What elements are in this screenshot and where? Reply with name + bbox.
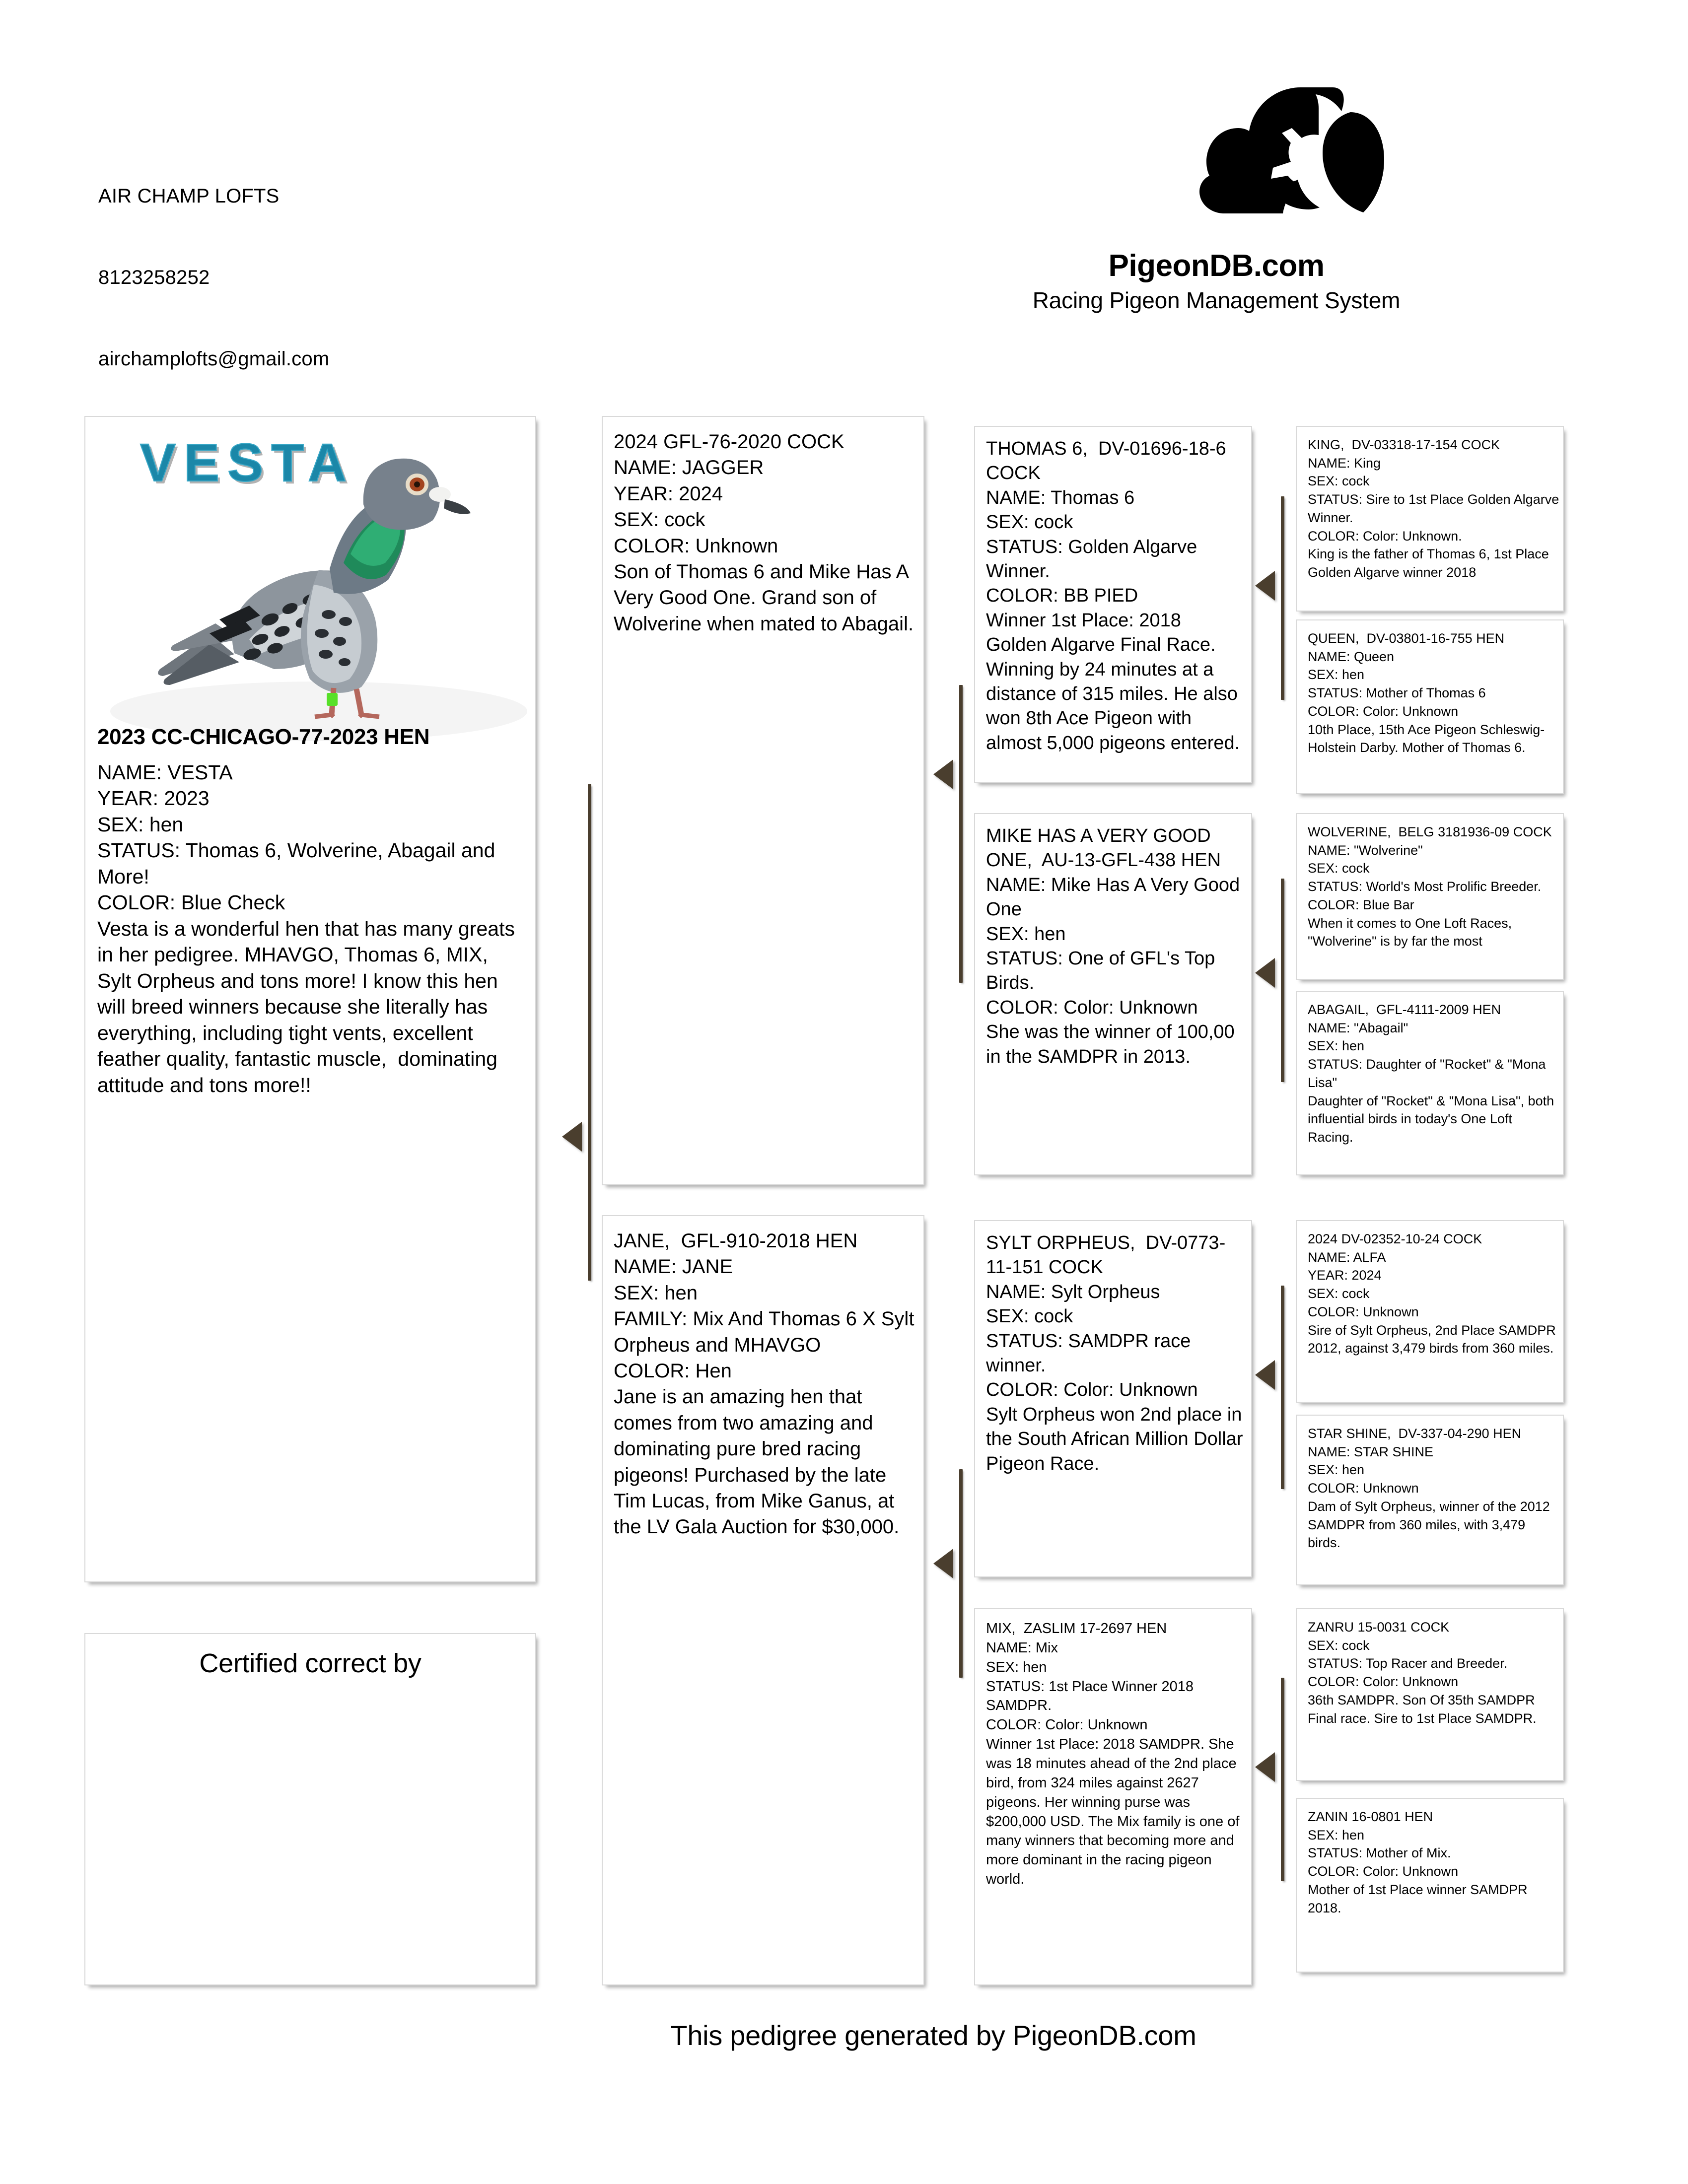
connector-stem-mike <box>1281 879 1284 1082</box>
gen2-dams-dam-card[interactable] <box>974 1608 1252 1985</box>
gen3-alfa-details: 2024 DV-02352-10-24 COCK NAME: ALFA YEAR: 2024 SEX: cock COLOR: Unknown Sire of Sylt Orpheus, 2nd Place SAMDPR 2012, against 3,479 birds from 360 miles. <box>1308 1231 1556 1356</box>
loft-phone: 8123258252 <box>98 266 210 288</box>
loft-contact-block <box>98 128 329 427</box>
subject-bird-card[interactable] <box>84 416 536 1582</box>
connector-stem-subject <box>588 784 591 1281</box>
gen3-abagail-details: ABAGAIL, GFL-4111-2009 HEN NAME: "Abagail" SEX: hen STATUS: Daughter of "Rocket" & "Mona Lisa" Daughter of "Rocket" & "Mona Lisa", both influential birds in today's One Loft Racing. <box>1308 1002 1554 1145</box>
gen3-queen-details: QUEEN, DV-03801-16-755 HEN NAME: Queen SEX: hen STATUS: Mother of Thomas 6 COLOR: Color: Unknown 10th Place, 15th Ace Pigeon Schleswig-Holstein Darby. Mother of Thomas 6. <box>1308 631 1545 755</box>
connector-arrow-gen1-dam <box>933 1549 953 1578</box>
connector-arrow-subject <box>562 1122 582 1152</box>
gen2-dams-dam-details: MIX, ZASLIM 17-2697 HEN NAME: Mix SEX: hen STATUS: 1st Place Winner 2018 SAMDPR. COLOR: Color: Unknown Winner 1st Place: 2018 SAMDPR. She was 18 minutes ahead of the 2nd place bird, from 324 miles against 2627 pigeons. Her winning purse was $200,000 USD. The Mix family is one of many winners that becoming more and more dominant in the racing pigeon world. <box>986 1621 1240 1888</box>
gen1-dam-card[interactable] <box>602 1215 924 1985</box>
gen3-wolverine-card[interactable] <box>1296 813 1564 980</box>
connector-stem-gen1-sire <box>959 685 963 983</box>
gen3-king-card[interactable] <box>1296 426 1564 612</box>
gen3-alfa-card[interactable] <box>1296 1220 1564 1403</box>
gen3-star-shine-details: STAR SHINE, DV-337-04-290 HEN NAME: STAR SHINE SEX: hen COLOR: Unknown Dam of Sylt Orpheus, winner of the 2012 SAMDPR from 360 miles, with 3,479 birds. <box>1308 1426 1550 1551</box>
gen2-dams-sire-details: SYLT ORPHEUS, DV-0773-11-151 COCK NAME: Sylt Orpheus SEX: cock STATUS: SAMDPR race winner. COLOR: Color: Unknown Sylt Orpheus won 2nd place in the South African Million Dollar Pigeon Race. <box>986 1232 1243 1474</box>
gen3-zanin-details: ZANIN 16-0801 HEN SEX: hen STATUS: Mother of Mix. COLOR: Color: Unknown Mother of 1st Place winner SAMDPR 2018. <box>1308 1809 1528 1915</box>
gen1-sire-details: 2024 GFL-76-2020 COCK NAME: JAGGER YEAR: 2024 SEX: cock COLOR: Unknown Son of Thomas 6 and Mike Has A Very Good One. Grand son of Wolverine when mated to Abagail. <box>614 431 914 635</box>
gen2-sires-dam-details: MIKE HAS A VERY GOOD ONE, AU-13-GFL-438 HEN NAME: Mike Has A Very Good One SEX: hen STATUS: One of GFL's Top Birds. COLOR: Color: Unknown She was the winner of 100,00 in the SAMDPR in 2013. <box>986 825 1240 1067</box>
connector-stem-sylt <box>1281 1286 1284 1489</box>
connector-arrow-thomas6 <box>1255 571 1275 601</box>
connector-arrow-mix <box>1255 1752 1275 1782</box>
connector-stem-gen1-dam <box>959 1469 963 1678</box>
pigeon-silhouette-logo-icon <box>1152 84 1430 243</box>
gen3-abagail-card[interactable] <box>1296 991 1564 1175</box>
logo-title: PigeonDB.com <box>1108 249 1325 283</box>
gen3-star-shine-card[interactable] <box>1296 1415 1564 1585</box>
subject-details: NAME: VESTA YEAR: 2023 SEX: hen STATUS: Thomas 6, Wolverine, Abagail and More! COLOR: Blue Check Vesta is a wonderful hen that has many greats in her pedigree. MHAVGO, Thomas 6, MIX, Sylt Orpheus and tons more! I know this hen will breed winners because she literally has everything, including tight vents, excellent feather quality, fantastic muscle, dominating attitude and tons more!! <box>97 761 515 1096</box>
footer-text: This pedigree generated by PigeonDB.com <box>670 2020 1196 2051</box>
connector-arrow-sylt <box>1255 1360 1275 1390</box>
subject-name-banner: VESTA <box>140 432 355 492</box>
gen1-dam-details: JANE, GFL-910-2018 HEN NAME: JANE SEX: hen FAMILY: Mix And Thomas 6 X Sylt Orpheus and MHAVGO COLOR: Hen Jane is an amazing hen that comes from two amazing and dominating pure bred racing pigeons! Purchased by the late Tim Lucas, from Mike Ganus, at the LV Gala Auction for $30,000. <box>614 1230 914 1538</box>
gen2-sires-sire-card[interactable] <box>974 426 1252 783</box>
gen2-sires-dam-card[interactable] <box>974 813 1252 1175</box>
gen3-wolverine-details: WOLVERINE, BELG 3181936-09 COCK NAME: "Wolverine" SEX: cock STATUS: World's Most Prolific Breeder. COLOR: Blue Bar When it comes to One Loft Races, "Wolverine" is by far the most <box>1308 824 1552 949</box>
gen3-queen-card[interactable] <box>1296 619 1564 794</box>
connector-arrow-gen1-sire <box>933 759 953 789</box>
certified-label: Certified correct by <box>199 1648 422 1678</box>
gen3-king-details: KING, DV-03318-17-154 COCK NAME: King SEX: cock STATUS: Sire to 1st Place Golden Algarve Winner. COLOR: Color: Unknown. King is the father of Thomas 6, 1st Place Golden Algarve winner 2018 <box>1308 437 1559 580</box>
loft-name: AIR CHAMP LOFTS <box>98 185 280 207</box>
connector-stem-thomas6 <box>1281 496 1284 700</box>
gen1-sire-card[interactable] <box>602 416 924 1185</box>
connector-stem-mix <box>1281 1678 1284 1881</box>
loft-email: airchamplofts@gmail.com <box>98 348 330 370</box>
gen2-dams-sire-card[interactable] <box>974 1220 1252 1577</box>
gen3-zanin-card[interactable] <box>1296 1798 1564 1973</box>
pigeondb-logo-block <box>943 84 1564 362</box>
certified-correct-by-box[interactable] <box>84 1633 536 1985</box>
connector-arrow-mike <box>1255 958 1275 988</box>
gen3-zanru-details: ZANRU 15-0031 COCK SEX: cock STATUS: Top Racer and Breeder. COLOR: Color: Unknown 36th SAMDPR. Son Of 35th SAMDPR Final race. Sire to 1st Place SAMDPR. <box>1308 1620 1537 1726</box>
gen2-sires-sire-details: THOMAS 6, DV-01696-18-6 COCK NAME: Thomas 6 SEX: cock STATUS: Golden Algarve Winner. COLOR: BB PIED Winner 1st Place: 2018 Golden Algarve Final Race. Winning by 24 minutes at a distance of 315 miles. He also won 8th Ace Pigeon with almost 5,000 pigeons entered. <box>986 438 1240 753</box>
logo-subtitle: Racing Pigeon Management System <box>1032 287 1401 313</box>
gen3-zanru-card[interactable] <box>1296 1608 1564 1781</box>
subject-ring-title: 2023 CC-CHICAGO-77-2023 HEN <box>97 725 430 749</box>
footer <box>0 2019 1688 2051</box>
